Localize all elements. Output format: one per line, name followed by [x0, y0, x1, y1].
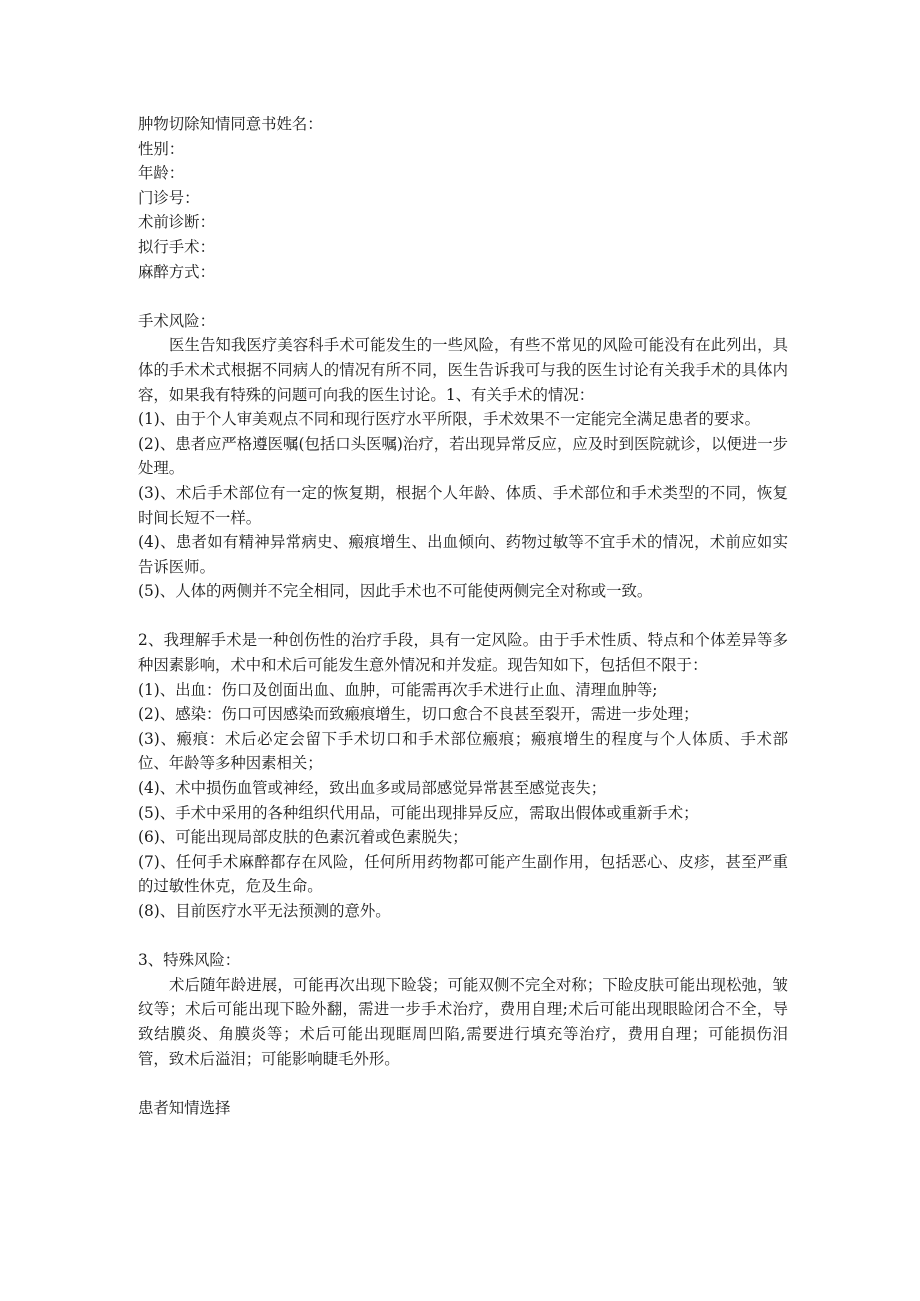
- document-title-name: 肿物切除知情同意书姓名：: [138, 115, 323, 133]
- anesthesia-label: 麻醉方式：: [138, 262, 215, 281]
- spacer: [138, 1071, 788, 1096]
- patient-choice-heading: 患者知情选择: [138, 1098, 231, 1117]
- risk-item-3: (3)、术后手术部位有一定的恢复期，根据个人年龄、体质、手术部位和手术类型的不同，恢复时间长短不一样。: [138, 483, 788, 527]
- planned-surgery-label: 拟行手术：: [138, 237, 215, 256]
- complication-item-5: (5)、手术中采用的各种组织代用品，可能出现排异反应，需取出假体或重新手术；: [138, 803, 699, 822]
- age-label: 年龄：: [138, 164, 185, 183]
- risk-heading: 手术风险：: [138, 311, 215, 330]
- complication-item-4: (4)、术中损伤血管或神经，致出血多或局部感觉异常甚至感觉丧失；: [138, 779, 607, 798]
- risk-item-2: (2)、患者应严格遵医嘱(包括口头医嘱)治疗，若出现异常反应，应及时到医院就诊，以便进一步处理。: [138, 434, 788, 478]
- complication-item-7: (7)、任何手术麻醉都存在风险，任何所用药物都可能产生副作用，包括恶心、皮疹，甚至严重的过敏性休克，危及生命。: [138, 852, 788, 896]
- risk-item-4: (4)、患者如有精神异常病史、瘢痕增生、出血倾向、药物过敏等不宜手术的情况，术前应如实告诉医师。: [138, 533, 788, 576]
- risk-item-1: (1)、由于个人审美观点不同和现行医疗水平所限，手术效果不一定能完全满足患者的要求。: [138, 410, 761, 429]
- clinic-number-label: 门诊号：: [138, 188, 200, 207]
- complication-item-1: (1)、出血：伤口及创面出血、血肿，可能需再次手术进行止血、清理血肿等;: [138, 680, 658, 699]
- risk-item-5: (5)、人体的两侧并不完全相同，因此手术也不可能使两侧完全对称或一致。: [138, 582, 653, 601]
- special-risk-body: 术后随年龄进展，可能再次出现下睑袋；可能双侧不完全对称；下睑皮肤可能出现松弛，皱纹等；术后可能出现下睑外翻，需进一步手术治疗，费用自理;术后可能出现眼睑闭合不全，导致结膜炎、角膜炎等；术后可能出现眶周凹陷,需要进行填充等治疗，费用自理；可能损伤泪管，致术后溢泪；可能影响睫毛外形。: [138, 975, 788, 1068]
- complication-item-6: (6)、可能出现局部皮肤的色素沉着或色素脱失；: [138, 828, 468, 847]
- gender-label: 性别：: [138, 139, 185, 158]
- spacer: [138, 284, 788, 309]
- section2-intro: 2、我理解手术是一种创伤性的治疗手段，具有一定风险。由于手术性质、特点和个体差异等多种因素影响，术中和术后可能发生意外情况和并发症。现告知如下，包括但不限于：: [138, 631, 788, 675]
- spacer: [138, 604, 788, 629]
- spacer: [138, 924, 788, 949]
- complication-item-8: (8)、目前医疗水平无法预测的意外。: [138, 902, 391, 920]
- risk-intro: 医生告知我医疗美容科手术可能发生的一些风险，有些不常见的风险可能没有在此列出，具体的手术术式根据不同病人的情况有所不同，医生告诉我可与我的医生讨论有关我手术的具体内容，如果我有特殊的问题可向我的医生讨论。1、有关手术的情况：: [138, 336, 788, 404]
- pre-diagnosis-label: 术前诊断：: [138, 213, 215, 232]
- consent-document: [138, 112, 788, 1120]
- complication-item-3: (3)、瘢痕：术后必定会留下手术切口和手术部位瘢痕；瘢痕增生的程度与个人体质、手术部位、年龄等多种因素相关；: [138, 729, 788, 773]
- special-risk-heading: 3、特殊风险：: [138, 951, 241, 970]
- complication-item-2: (2)、感染：伤口可因感染而致瘢痕增生，切口愈合不良甚至裂开，需进一步处理；: [138, 705, 699, 724]
